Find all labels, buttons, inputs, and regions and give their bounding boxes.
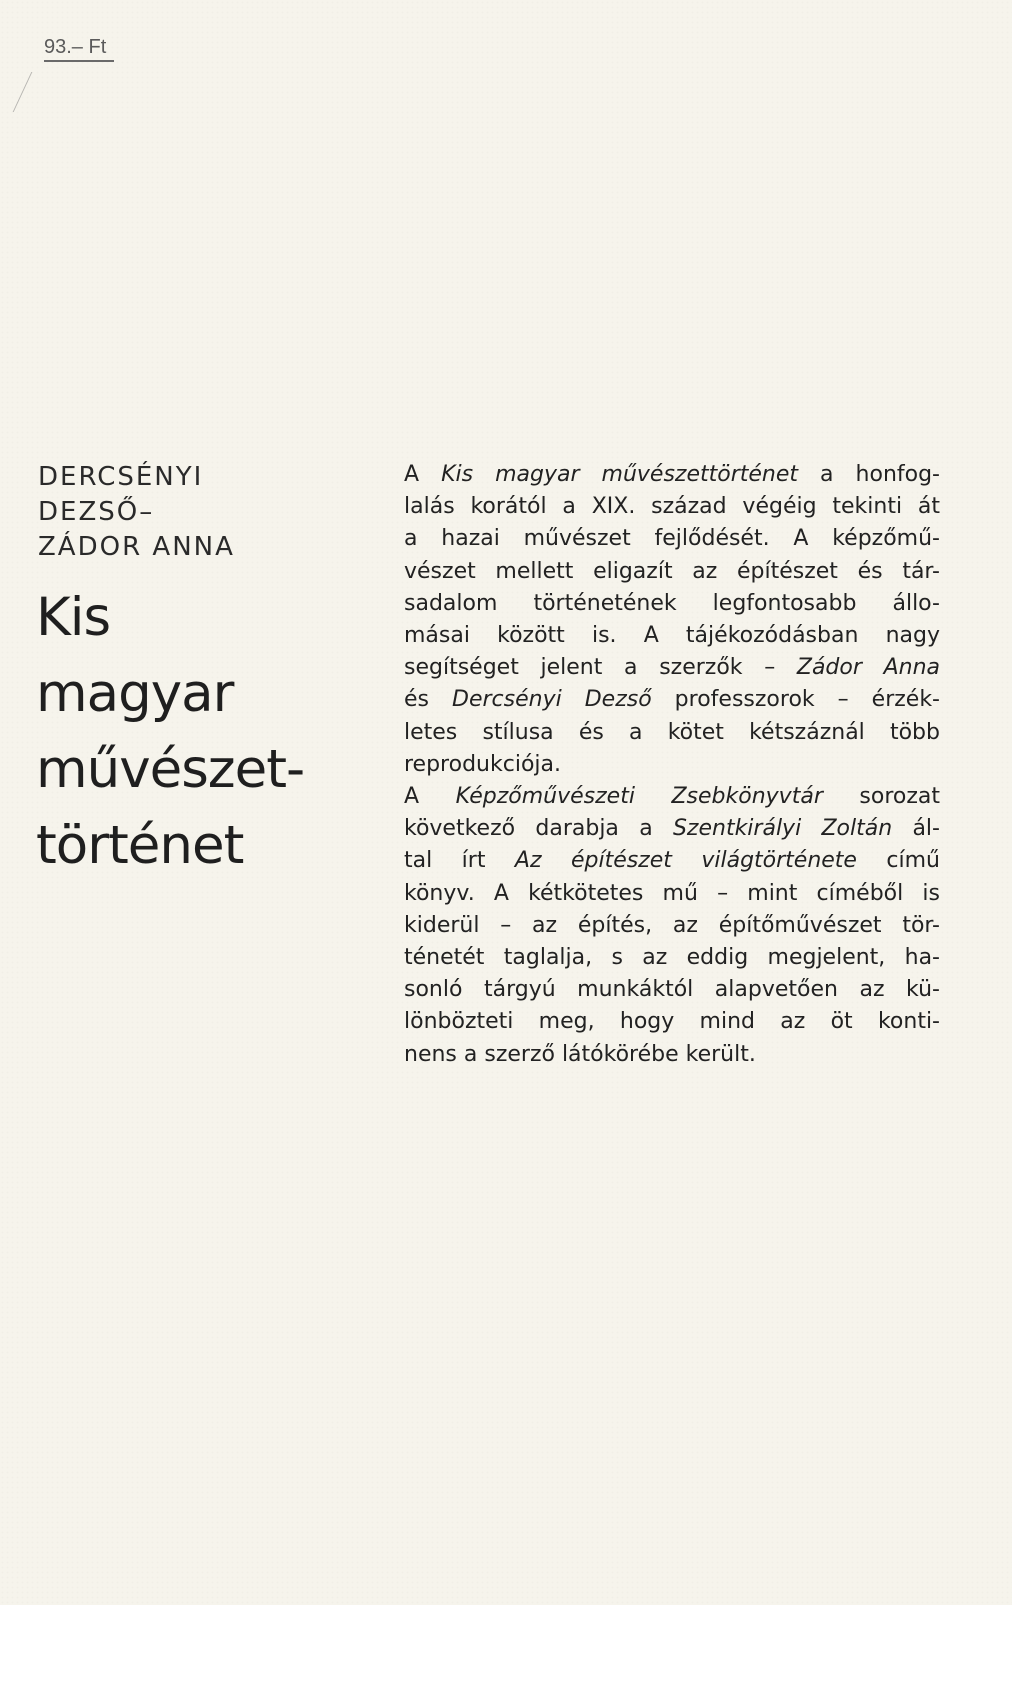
author-line: ZÁDOR ANNA [38, 532, 235, 562]
italic-author-name: Szentkirályi Zoltán [672, 816, 893, 842]
blurb-line: sadalom történetének legfontosabb állo- [404, 590, 940, 616]
title-line: Kis [36, 587, 111, 648]
author-line: DERCSÉNYI [38, 462, 204, 492]
title-line: történet [36, 815, 244, 876]
blurb-line: lalás korától a XIX. század végéig tekinti át [404, 494, 940, 520]
blurb-line: vészet mellett eligazít az építészet és tár- [404, 558, 940, 584]
blurb-line: és Dercsényi Dezső professzorok – érzék- [404, 687, 940, 713]
title-line: művészet- [36, 739, 305, 800]
blurb-line: másai között is. A tájékozódásban nagy [404, 623, 940, 649]
blurb-line: sonló tárgyú munkáktól alapvetően az kü- [404, 977, 940, 1003]
italic-author-name: Dercsényi Dezső [452, 687, 652, 713]
blurb-line: A Kis magyar művészettörténet a honfog- [404, 462, 940, 487]
blurb-line: tal írt Az építészet világtörténete című [404, 848, 940, 874]
blurb-line: nens a szerző látókörébe került. [404, 1041, 756, 1067]
italic-series-name: Képzőművészeti Zsebkönyvtár [455, 784, 823, 810]
author-names [38, 460, 235, 565]
blurb-text [404, 459, 940, 1071]
pencil-mark [13, 72, 63, 112]
blurb-line: kiderül – az építés, az építőművészet tör- [404, 912, 940, 938]
blurb-line: reprodukciója. [404, 751, 561, 777]
blurb-line: könyv. A kétkötetes mű – mint címéből is [404, 880, 940, 906]
blurb-line: segítséget jelent a szerzők – Zádor Anna [404, 655, 940, 681]
blurb-line: lönbözteti meg, hogy mind az öt konti- [404, 1009, 940, 1035]
blurb-line: letes stílusa és a kötet kétszáznál több [404, 719, 940, 745]
italic-author-name: Zádor Anna [796, 655, 940, 681]
price-label: 93.– Ft [44, 36, 114, 62]
title-line: magyar [36, 663, 234, 724]
book-title [36, 580, 304, 884]
blurb-line: ténetét taglalja, s az eddig megjelent, ha- [404, 945, 940, 971]
italic-book-title: Az építészet világtörténete [514, 848, 857, 874]
italic-book-title: Kis magyar művészettörténet [441, 462, 799, 487]
author-line: DEZSŐ– [38, 497, 155, 527]
blurb-line: következő darabja a Szentkirályi Zoltán ál- [404, 816, 940, 842]
blurb-line: a hazai művészet fejlődését. A képzőmű- [404, 526, 940, 552]
blurb-line: A Képzőművészeti Zsebkönyvtár sorozat [404, 784, 940, 810]
